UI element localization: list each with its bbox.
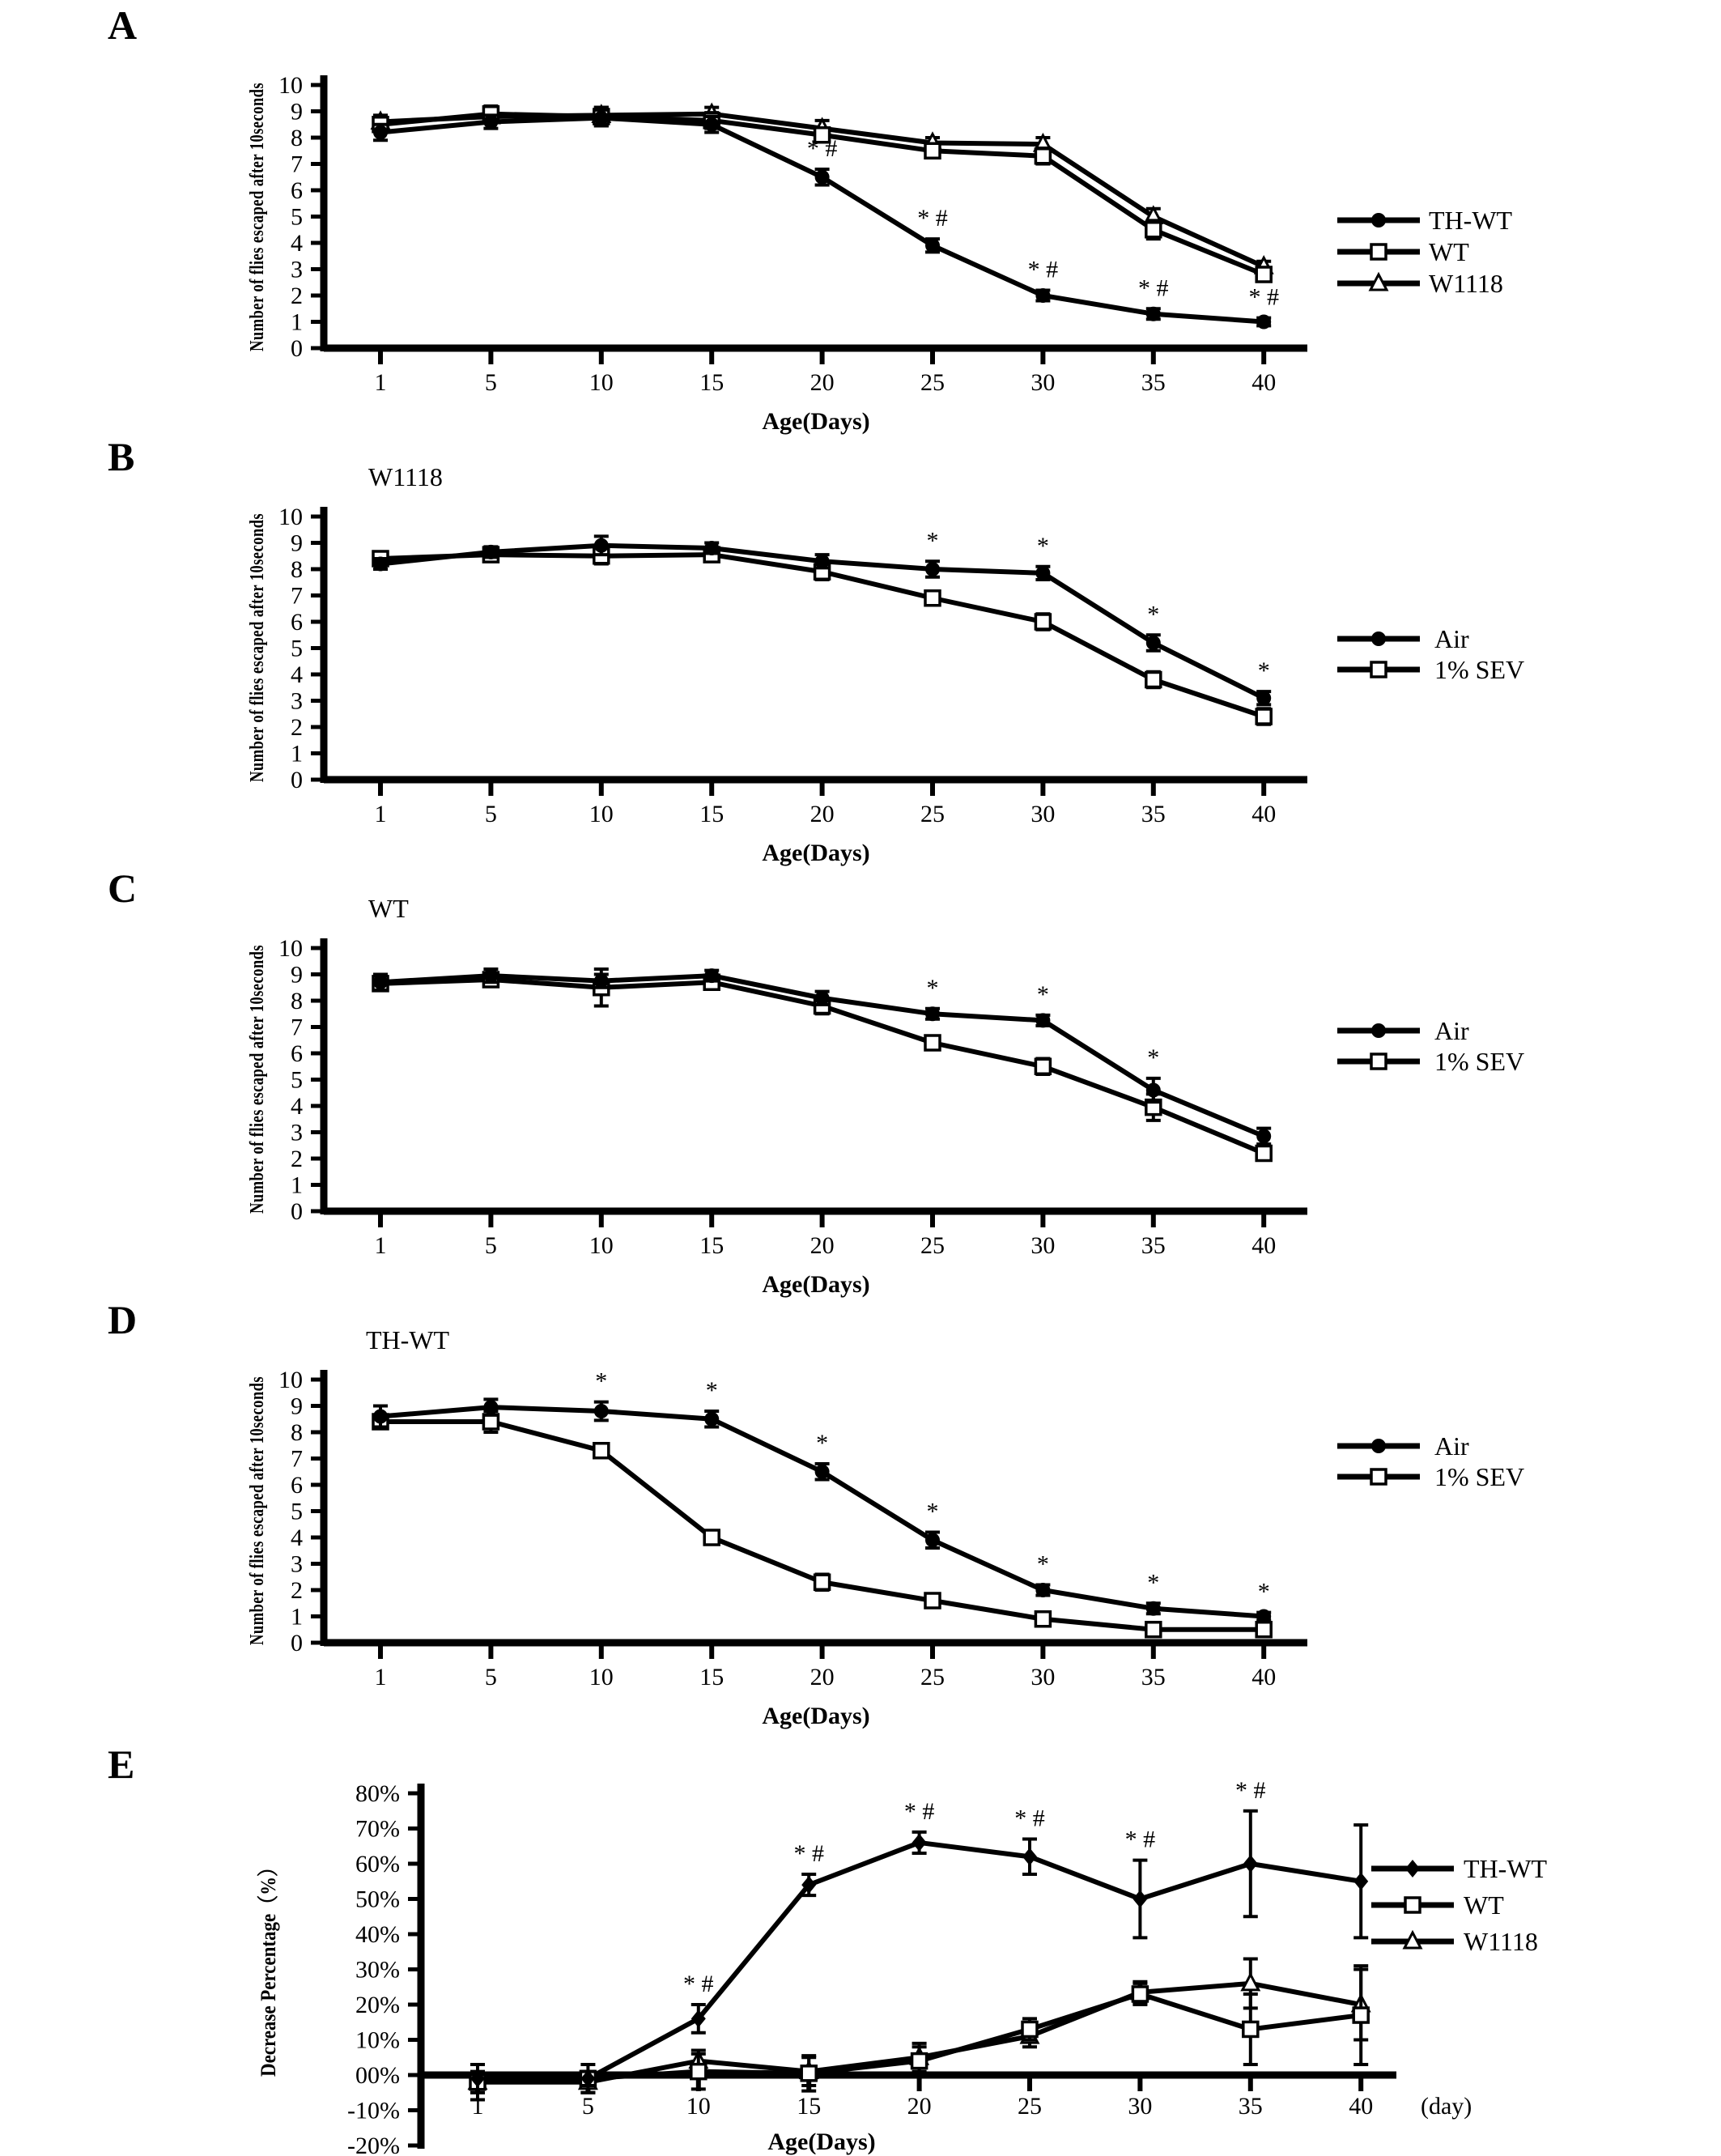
x-tick-label: 35	[1141, 1232, 1166, 1259]
marker-filled-diamond	[1243, 1855, 1258, 1873]
panel-d-plot	[278, 1367, 1524, 1690]
x-axis-title-d: Age(Days)	[762, 1703, 870, 1729]
marker-open-square	[1243, 2022, 1258, 2036]
panel-label-c: C	[108, 865, 138, 911]
y-tick-label: 30%	[355, 1956, 400, 1984]
marker-open-square	[925, 1035, 940, 1050]
marker-filled-circle	[704, 1412, 719, 1427]
panel-a-plot	[278, 72, 1513, 396]
y-tick-label: 6	[291, 177, 303, 204]
y-tick-label: 80%	[355, 1780, 400, 1807]
marker-open-square	[925, 591, 940, 606]
panel-e-plot	[347, 1777, 1548, 2156]
y-tick-label: -10%	[347, 2097, 400, 2124]
significance-annotation: * #	[1014, 1805, 1045, 1832]
y-tick-label: 0	[291, 767, 303, 793]
marker-filled-circle	[1035, 1583, 1050, 1597]
y-tick-label: 40%	[355, 1921, 400, 1948]
y-tick-label: 6	[291, 609, 303, 636]
marker-filled-diamond	[912, 1834, 927, 1852]
marker-open-square	[1405, 1898, 1420, 1912]
y-tick-label: 1	[291, 1172, 303, 1199]
x-axis-title-e: Age(Days)	[767, 2128, 876, 2155]
x-tick-label: 40	[1349, 2093, 1374, 2120]
legend-label: Air	[1434, 624, 1469, 653]
significance-annotation: *	[926, 974, 939, 1001]
significance-annotation: * #	[806, 135, 838, 162]
marker-open-square	[925, 143, 940, 158]
legend-label: 1% SEV	[1434, 1462, 1525, 1491]
significance-annotation: *	[1257, 1578, 1270, 1605]
marker-filled-circle	[1371, 213, 1386, 228]
y-tick-label: -20%	[347, 2133, 400, 2156]
x-axis-title-c: Age(Days)	[762, 1271, 870, 1298]
significance-annotation: *	[1147, 601, 1160, 628]
marker-open-square	[1146, 223, 1161, 237]
legend-label: 1% SEV	[1434, 655, 1525, 684]
marker-open-square	[1371, 1469, 1386, 1484]
marker-open-square	[925, 1593, 940, 1608]
marker-filled-circle	[483, 1400, 498, 1414]
marker-open-square	[912, 2054, 927, 2069]
x-tick-label: 35	[1238, 2093, 1263, 2120]
y-tick-label: 3	[291, 1119, 303, 1146]
x-tick-label: 25	[920, 801, 945, 827]
x-tick-label: 10	[589, 1232, 614, 1259]
marker-filled-circle	[925, 1533, 940, 1547]
y-tick-label: 9	[291, 98, 303, 125]
legend	[1337, 624, 1524, 684]
marker-open-square	[1256, 267, 1271, 282]
y-tick-label: 2	[291, 1146, 303, 1172]
significance-annotation: *	[1257, 657, 1270, 685]
legend-label: Air	[1434, 1016, 1469, 1045]
marker-filled-circle	[373, 975, 388, 989]
marker-open-square	[1371, 1054, 1386, 1069]
marker-filled-circle	[1146, 636, 1161, 650]
marker-filled-circle	[925, 238, 940, 253]
y-tick-label: 20%	[355, 1992, 400, 2018]
panel-c-plot	[278, 935, 1524, 1259]
significance-annotation: * #	[1124, 1826, 1156, 1853]
panel-label-a: A	[108, 2, 138, 48]
significance-annotation: *	[1036, 532, 1049, 559]
y-tick-label: 7	[291, 1445, 303, 1473]
marker-open-square	[1146, 1622, 1161, 1637]
y-tick-label: 8	[291, 556, 303, 583]
significance-annotation: * #	[1138, 274, 1169, 302]
y-tick-label: 10%	[355, 2026, 400, 2054]
y-tick-label: 0	[291, 335, 303, 362]
marker-open-square	[815, 1575, 830, 1589]
legend-label: Air	[1434, 1431, 1469, 1461]
marker-filled-circle	[815, 554, 830, 568]
y-tick-label: 50%	[355, 1886, 400, 1913]
panel-label-d: D	[108, 1297, 138, 1342]
significance-annotation: * #	[917, 205, 948, 232]
y-tick-label: 60%	[355, 1851, 400, 1877]
x-tick-label: 25	[920, 1664, 945, 1690]
marker-open-square	[1256, 709, 1271, 724]
marker-open-square	[1371, 245, 1386, 259]
marker-open-square	[1035, 1059, 1050, 1074]
x-unit-label: (day)	[1421, 2093, 1472, 2120]
y-tick-label: 70%	[355, 1815, 400, 1843]
y-tick-label: 3	[291, 256, 303, 283]
marker-filled-circle	[815, 991, 830, 1006]
x-tick-label: 5	[581, 2093, 594, 2120]
marker-filled-diamond	[1022, 1848, 1037, 1865]
marker-filled-circle	[1256, 691, 1271, 705]
marker-filled-diamond	[1353, 1873, 1368, 1890]
x-tick-label: 30	[1128, 2093, 1153, 2120]
y-tick-label: 4	[291, 1525, 303, 1551]
marker-filled-circle	[815, 170, 830, 185]
y-tick-label: 1	[291, 740, 303, 768]
marker-filled-circle	[1146, 307, 1161, 321]
marker-filled-circle	[1146, 1083, 1161, 1098]
marker-open-square	[801, 2066, 816, 2081]
marker-filled-circle	[373, 125, 388, 140]
significance-annotation: *	[926, 527, 939, 555]
x-tick-label: 1	[374, 369, 387, 396]
marker-open-square	[1035, 149, 1050, 164]
y-tick-label: 1	[291, 308, 303, 336]
significance-annotation: * #	[1027, 256, 1059, 283]
y-tick-label: 7	[291, 1014, 303, 1041]
significance-annotation: *	[1147, 1044, 1160, 1071]
x-tick-label: 35	[1141, 1664, 1166, 1690]
x-tick-label: 20	[810, 369, 835, 396]
y-tick-label: 4	[291, 1093, 303, 1120]
x-tick-label: 20	[810, 1232, 835, 1259]
significance-annotation: *	[595, 1367, 608, 1395]
marker-filled-circle	[1256, 1129, 1271, 1143]
y-tick-label: 8	[291, 1419, 303, 1446]
legend	[1337, 206, 1513, 298]
marker-filled-circle	[1146, 1601, 1161, 1616]
marker-open-square	[1022, 2022, 1037, 2036]
y-tick-label: 9	[291, 529, 303, 557]
marker-open-square	[691, 2065, 706, 2079]
y-tick-label: 5	[291, 203, 303, 231]
y-tick-label: 6	[291, 1040, 303, 1067]
marker-open-square	[1146, 673, 1161, 687]
y-tick-label: 9	[291, 1393, 303, 1420]
x-tick-label: 5	[484, 1664, 497, 1690]
x-axis-title-b: Age(Days)	[762, 840, 870, 866]
significance-annotation: * #	[683, 1971, 714, 1997]
x-tick-label: 1	[374, 1664, 387, 1690]
x-tick-label: 15	[699, 369, 725, 396]
x-tick-label: 30	[1030, 1664, 1056, 1690]
y-tick-label: 2	[291, 283, 303, 309]
legend-label: W1118	[1429, 269, 1503, 298]
marker-filled-circle	[483, 545, 498, 559]
legend	[1337, 1016, 1524, 1076]
legend-label: WT	[1464, 1890, 1504, 1920]
x-axis-title-a: Age(Days)	[762, 408, 870, 435]
marker-filled-circle	[373, 557, 388, 572]
x-tick-label: 40	[1251, 1232, 1277, 1259]
y-tick-label: 9	[291, 961, 303, 989]
y-tick-label: 5	[291, 1066, 303, 1094]
y-tick-label: 7	[291, 151, 303, 178]
y-axis-title-e: Decrease Percentage（%）	[257, 1829, 280, 2077]
panel-label-b: B	[108, 434, 135, 479]
x-tick-label: 25	[920, 369, 945, 396]
y-tick-label: 8	[291, 988, 303, 1014]
marker-filled-circle	[925, 1006, 940, 1021]
significance-annotation: *	[1147, 1569, 1160, 1597]
marker-open-square	[704, 1530, 719, 1545]
marker-filled-circle	[1371, 631, 1386, 646]
y-tick-label: 00%	[355, 2062, 400, 2089]
significance-annotation: * #	[1248, 283, 1279, 311]
x-tick-label: 10	[589, 1664, 614, 1690]
y-tick-label: 3	[291, 1550, 303, 1578]
y-tick-label: 5	[291, 635, 303, 662]
y-tick-label: 0	[291, 1630, 303, 1656]
marker-filled-circle	[594, 1404, 609, 1418]
x-tick-label: 15	[699, 1232, 725, 1259]
legend	[1337, 1431, 1524, 1491]
plots	[278, 72, 1548, 2156]
y-tick-label: 3	[291, 687, 303, 715]
y-tick-label: 10	[278, 504, 303, 530]
x-tick-label: 5	[484, 1232, 497, 1259]
y-tick-label: 7	[291, 582, 303, 610]
x-tick-label: 15	[699, 801, 725, 827]
marker-open-square	[1035, 1612, 1050, 1627]
y-tick-label: 2	[291, 714, 303, 741]
x-tick-label: 30	[1030, 801, 1056, 827]
x-tick-label: 15	[797, 2093, 822, 2120]
marker-filled-circle	[373, 1410, 388, 1424]
panel-label-e: E	[108, 1741, 135, 1787]
panel-title-c: WT	[368, 894, 409, 923]
x-tick-label: 1	[374, 1232, 387, 1259]
x-tick-label: 15	[699, 1664, 725, 1690]
marker-filled-circle	[1256, 1610, 1271, 1624]
x-tick-label: 10	[686, 2093, 711, 2120]
significance-annotation: *	[705, 1377, 718, 1404]
marker-filled-circle	[1256, 315, 1271, 330]
significance-annotation: *	[926, 1498, 939, 1525]
x-tick-label: 20	[907, 2093, 932, 2120]
marker-open-square	[1371, 662, 1386, 677]
x-tick-label: 20	[810, 801, 835, 827]
panel-b-plot	[278, 504, 1524, 827]
marker-open-square	[1256, 1146, 1271, 1161]
significance-annotation: *	[1036, 980, 1049, 1008]
panel-title-b: W1118	[368, 462, 443, 491]
y-tick-label: 5	[291, 1498, 303, 1525]
y-tick-label: 2	[291, 1577, 303, 1604]
significance-annotation: * #	[793, 1840, 824, 1868]
x-tick-label: 1	[471, 2093, 484, 2120]
significance-annotation: *	[816, 1430, 829, 1456]
x-tick-label: 10	[589, 801, 614, 827]
legend-label: W1118	[1464, 1927, 1538, 1956]
x-tick-label: 40	[1251, 369, 1277, 396]
y-tick-label: 4	[291, 661, 303, 688]
x-tick-label: 25	[1018, 2093, 1042, 2120]
marker-filled-circle	[483, 115, 498, 130]
marker-filled-diamond	[1132, 1890, 1147, 1908]
x-tick-label: 25	[920, 1232, 945, 1259]
marker-filled-diamond	[1405, 1860, 1420, 1877]
x-tick-label: 40	[1251, 1664, 1277, 1690]
marker-filled-circle	[925, 562, 940, 576]
x-tick-label: 30	[1030, 369, 1056, 396]
x-tick-label: 1	[374, 801, 387, 827]
marker-filled-circle	[815, 1465, 830, 1479]
y-tick-label: 1	[291, 1603, 303, 1631]
x-tick-label: 5	[484, 801, 497, 827]
legend-label: TH-WT	[1429, 206, 1513, 235]
marker-open-square	[1035, 614, 1050, 629]
marker-filled-circle	[594, 974, 609, 989]
marker-filled-circle	[704, 968, 719, 983]
legend-label: WT	[1429, 237, 1469, 266]
y-tick-label: 0	[291, 1198, 303, 1225]
significance-annotation: * #	[1235, 1776, 1266, 1804]
significance-annotation: *	[1036, 1550, 1049, 1578]
marker-filled-circle	[1371, 1439, 1386, 1453]
legend	[1371, 1854, 1548, 1956]
significance-annotation: * #	[903, 1797, 935, 1825]
marker-filled-circle	[1035, 1013, 1050, 1027]
y-axis-title-b: Number of flies escaped after 10seconds	[247, 436, 268, 782]
marker-filled-circle	[594, 538, 609, 553]
marker-filled-circle	[483, 968, 498, 983]
x-tick-label: 30	[1030, 1232, 1056, 1259]
marker-filled-circle	[1035, 288, 1050, 303]
marker-open-square	[1132, 1987, 1147, 2001]
x-tick-label: 35	[1141, 801, 1166, 827]
marker-filled-circle	[1035, 566, 1050, 580]
x-tick-label: 20	[810, 1664, 835, 1690]
marker-filled-circle	[704, 541, 719, 555]
marker-open-square	[1256, 1622, 1271, 1637]
marker-open-square	[594, 1444, 609, 1458]
y-axis-title-c: Number of flies escaped after 10seconds	[247, 867, 268, 1214]
x-tick-label: 40	[1251, 801, 1277, 827]
marker-filled-circle	[594, 111, 609, 125]
x-tick-label: 35	[1141, 369, 1166, 396]
legend-label: TH-WT	[1464, 1854, 1548, 1883]
y-axis-title-d: Number of flies escaped after 10seconds	[247, 1299, 268, 1645]
x-tick-label: 10	[589, 369, 614, 396]
x-tick-label: 5	[484, 369, 497, 396]
y-tick-label: 4	[291, 230, 303, 257]
y-tick-label: 10	[278, 1367, 303, 1393]
y-tick-label: 6	[291, 1472, 303, 1499]
y-tick-label: 10	[278, 72, 303, 99]
marker-filled-circle	[704, 117, 719, 132]
marker-filled-circle	[1371, 1023, 1386, 1038]
marker-open-square	[1353, 2008, 1368, 2022]
legend-label: 1% SEV	[1434, 1047, 1525, 1076]
y-tick-label: 8	[291, 125, 303, 151]
y-tick-label: 10	[278, 935, 303, 962]
panel-title-d: TH-WT	[366, 1325, 450, 1354]
y-axis-title-a: Number of flies escaped after 10seconds	[247, 5, 268, 351]
